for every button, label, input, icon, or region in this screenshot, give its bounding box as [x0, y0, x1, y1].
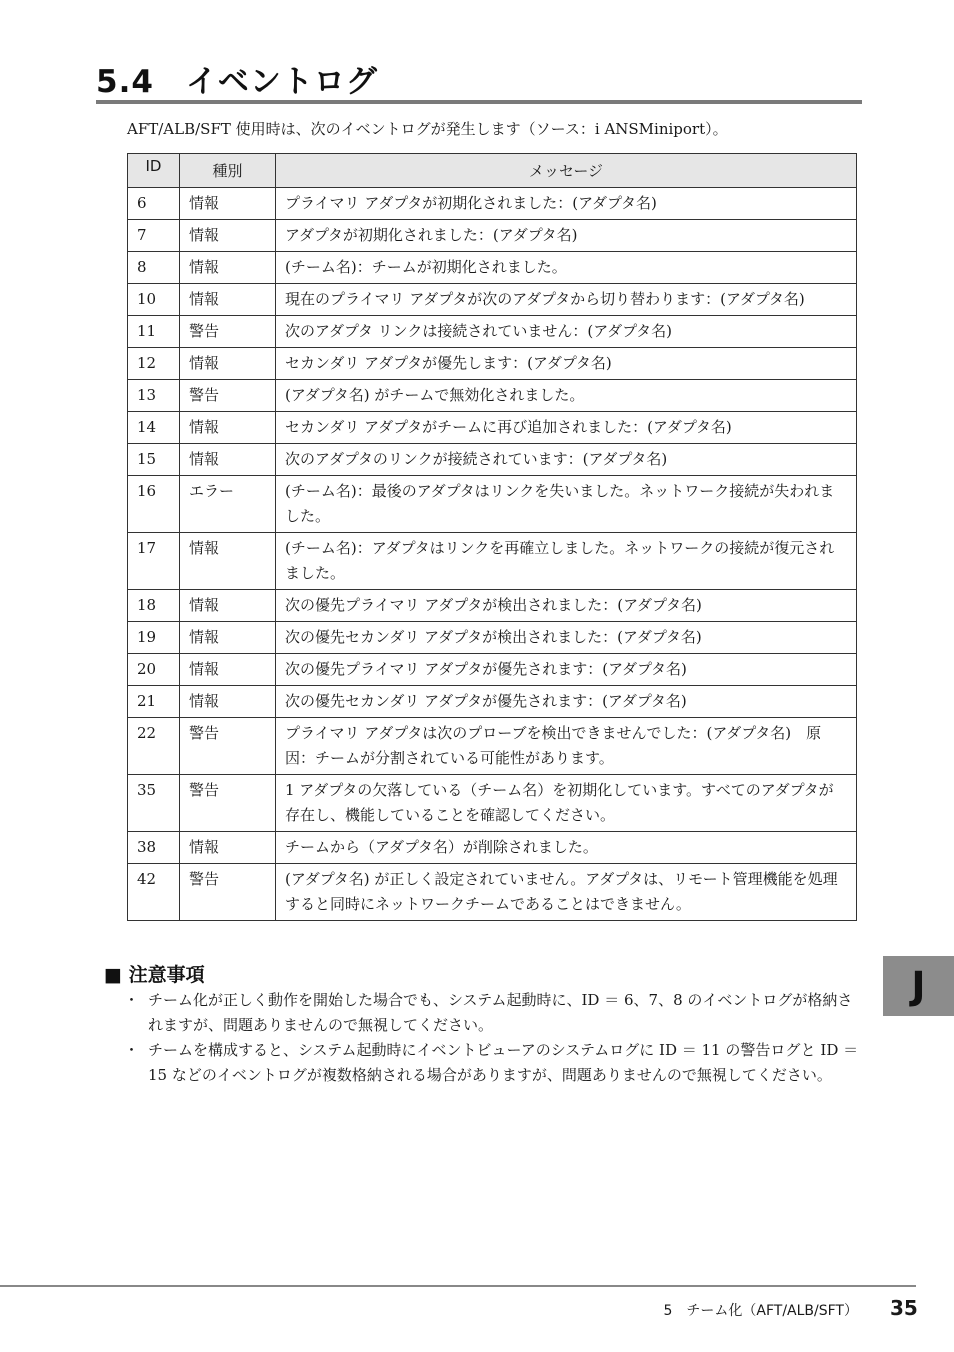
cell-message: セカンダリ アダプタがチームに再び追加されました：(アダプタ名): [276, 412, 857, 444]
cell-message: 次の優先プライマリ アダプタが優先されます：(アダプタ名): [276, 654, 857, 686]
footer-chapter-title: 5 チーム化（AFT/ALB/SFT）: [663, 1303, 858, 1319]
cell-type: 警告: [180, 864, 276, 921]
cell-id: 42: [128, 864, 180, 921]
cell-type: 情報: [180, 654, 276, 686]
cell-type: 情報: [180, 284, 276, 316]
cell-id: 6: [128, 188, 180, 220]
cell-type: 警告: [180, 775, 276, 832]
cell-message: 次の優先セカンダリ アダプタが検出されました：(アダプタ名): [276, 622, 857, 654]
cell-id: 17: [128, 533, 180, 590]
cell-id: 22: [128, 718, 180, 775]
cell-type: 情報: [180, 252, 276, 284]
cell-id: 18: [128, 590, 180, 622]
table-row: [128, 775, 857, 832]
page-number: 35: [890, 1296, 918, 1320]
section-heading: 5.4 イベントログ: [96, 64, 378, 100]
note-item: [124, 1038, 860, 1088]
table-body: [128, 188, 857, 921]
cell-id: 15: [128, 444, 180, 476]
cell-type: 警告: [180, 718, 276, 775]
notes-list: [124, 988, 860, 1088]
cell-id: 19: [128, 622, 180, 654]
bullet: ・: [124, 1041, 140, 1059]
cell-message: 1 アダプタの欠落している（チーム名）を初期化しています。すべてのアダプタが 存在し、機能していることを確認してください。: [276, 775, 857, 832]
cell-type: 情報: [180, 444, 276, 476]
table-row: [128, 412, 857, 444]
table-row: [128, 654, 857, 686]
cell-message: 次のアダプタ リンクは接続されていません：(アダプタ名): [276, 316, 857, 348]
cell-id: 20: [128, 654, 180, 686]
table-row: [128, 622, 857, 654]
notes-heading: ■ 注意事項: [104, 964, 205, 986]
cell-message: 次の優先プライマリ アダプタが検出されました：(アダプタ名): [276, 590, 857, 622]
table-row: [128, 832, 857, 864]
table-row: [128, 348, 857, 380]
cell-id: 13: [128, 380, 180, 412]
table-row: [128, 220, 857, 252]
cell-type: 警告: [180, 380, 276, 412]
cell-id: 14: [128, 412, 180, 444]
cell-type: 情報: [180, 622, 276, 654]
table-row: [128, 864, 857, 921]
cell-message: アダプタが初期化されました：(アダプタ名): [276, 220, 857, 252]
table-row: [128, 718, 857, 775]
intro-text: AFT/ALB/SFT 使用時は、次のイベントログが発生します（ソース：i ANSMiniport）。: [127, 120, 728, 138]
cell-type: 情報: [180, 686, 276, 718]
cell-message: (アダプタ名) が正しく設定されていません。アダプタは、リモート管理機能を処理すると同時にネットワークチームであることはできません。: [276, 864, 857, 921]
cell-id: 35: [128, 775, 180, 832]
cell-type: エラー: [180, 476, 276, 533]
cell-id: 11: [128, 316, 180, 348]
cell-id: 12: [128, 348, 180, 380]
table-header-row: [128, 154, 857, 188]
cell-message: (チーム名)：アダプタはリンクを再確立しました。ネットワークの接続が復元されました。: [276, 533, 857, 590]
cell-message: プライマリ アダプタが初期化されました：(アダプタ名): [276, 188, 857, 220]
cell-message: 次の優先セカンダリ アダプタが優先されます：(アダプタ名): [276, 686, 857, 718]
cell-type: 情報: [180, 188, 276, 220]
cell-type: 情報: [180, 348, 276, 380]
table-row: [128, 188, 857, 220]
table-row: [128, 476, 857, 533]
table-row: [128, 533, 857, 590]
chapter-tab: J: [883, 956, 954, 1016]
table-row: [128, 380, 857, 412]
cell-type: 情報: [180, 590, 276, 622]
cell-id: 21: [128, 686, 180, 718]
cell-message: (チーム名)：最後のアダプタはリンクを失いました。ネットワーク接続が失われました。: [276, 476, 857, 533]
table-row: [128, 686, 857, 718]
cell-id: 8: [128, 252, 180, 284]
table-row: [128, 284, 857, 316]
cell-id: 7: [128, 220, 180, 252]
cell-message: 次のアダプタのリンクが接続されています：(アダプタ名): [276, 444, 857, 476]
bullet: ・: [124, 991, 140, 1009]
cell-id: 16: [128, 476, 180, 533]
cell-message: プライマリ アダプタは次のプローブを検出できませんでした：(アダプタ名) 原因：チームが分割されている可能性があります。: [276, 718, 857, 775]
heading-rule: [96, 100, 862, 104]
note-text: チーム化が正しく動作を開始した場合でも、システム起動時に、ID ＝ 6、7、8 のイベントログが格納されますが、問題ありませんので無視してください。: [148, 991, 853, 1034]
cell-id: 10: [128, 284, 180, 316]
cell-type: 情報: [180, 533, 276, 590]
cell-type: 情報: [180, 220, 276, 252]
cell-id: 38: [128, 832, 180, 864]
column-header-type: 種別: [180, 154, 276, 188]
table-row: [128, 252, 857, 284]
note-item: [124, 988, 860, 1038]
cell-message: チームから（アダプタ名）が削除されました。: [276, 832, 857, 864]
table-row: [128, 590, 857, 622]
table-row: [128, 444, 857, 476]
cell-type: 警告: [180, 316, 276, 348]
event-log-table: [127, 153, 857, 921]
cell-message: 現在のプライマリ アダプタが次のアダプタから切り替わります：(アダプタ名): [276, 284, 857, 316]
column-header-message: メッセージ: [276, 154, 857, 188]
cell-message: (チーム名)：チームが初期化されました。: [276, 252, 857, 284]
cell-message: (アダプタ名) がチームで無効化されました。: [276, 380, 857, 412]
cell-message: セカンダリ アダプタが優先します：(アダプタ名): [276, 348, 857, 380]
column-header-id: ID: [128, 154, 180, 188]
note-text: チームを構成すると、システム起動時にイベントビューアのシステムログに ID ＝ 11 の警告ログと ID ＝ 15 などのイベントログが複数格納される場合がありますが、問題ありませんので無視してください。: [148, 1041, 859, 1084]
cell-type: 情報: [180, 412, 276, 444]
cell-type: 情報: [180, 832, 276, 864]
footer-rule: [0, 1285, 916, 1287]
table-row: [128, 316, 857, 348]
